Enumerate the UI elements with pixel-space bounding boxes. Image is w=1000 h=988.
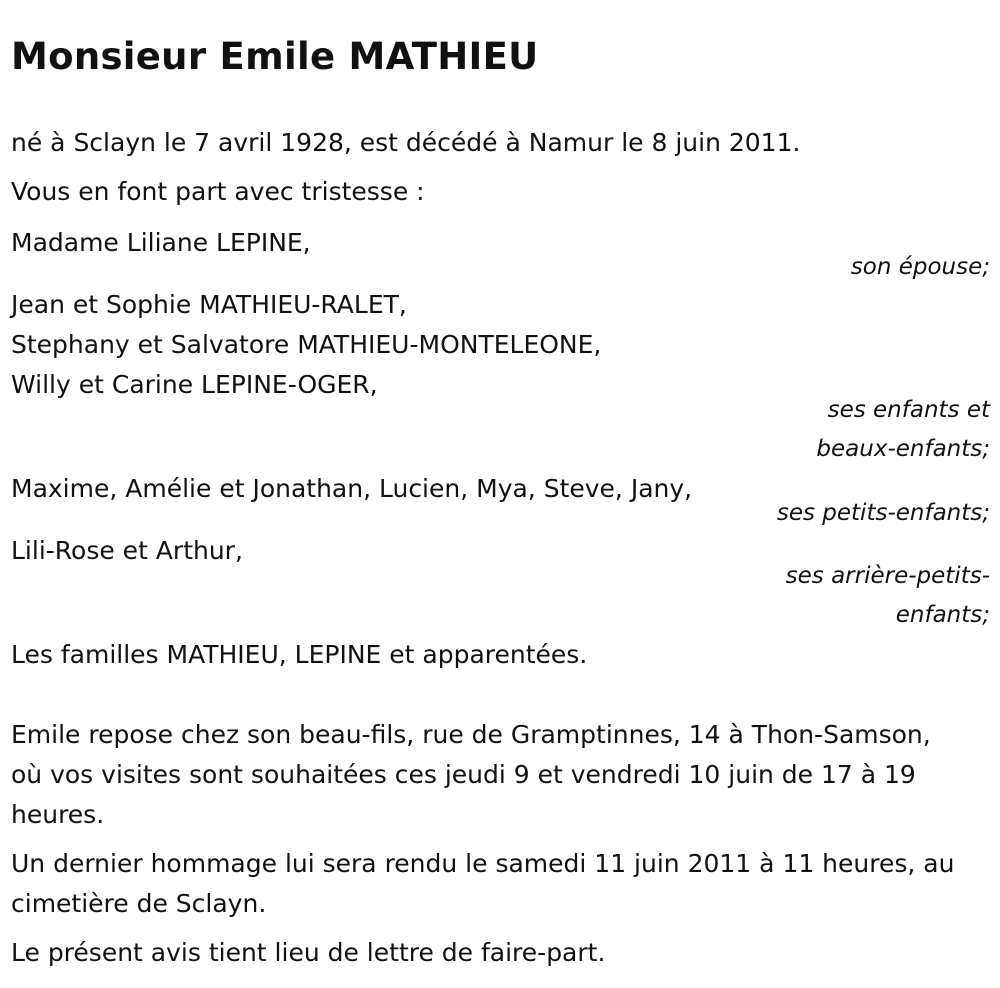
- tribute-line-2: cimetière de Sclayn.: [11, 889, 267, 918]
- rest-line-3: heures.: [11, 800, 105, 829]
- rest-line-2: où vos visites sont souhaitées ces jeudi 9 et vendredi 10 juin de 17 à 19: [11, 760, 916, 789]
- spouse-role: son épouse;: [850, 254, 990, 280]
- children-role-line-2: beaux-enfants;: [816, 436, 990, 462]
- great-grandchildren-role-line-2: enfants;: [895, 602, 990, 628]
- announcement-line: Vous en font part avec tristesse :: [11, 177, 425, 206]
- families-line: Les familles MATHIEU, LEPINE et apparentées.: [11, 640, 588, 669]
- spouse-name: Madame Liliane LEPINE,: [11, 228, 311, 257]
- child-line-3: Willy et Carine LEPINE-OGER,: [11, 370, 378, 399]
- birth-death-line: né à Sclayn le 7 avril 1928, est décédé à Namur le 8 juin 2011.: [11, 128, 801, 157]
- grandchildren-names: Maxime, Amélie et Jonathan, Lucien, Mya, Steve, Jany,: [11, 474, 693, 503]
- notice-line: Le présent avis tient lieu de lettre de faire-part.: [11, 938, 606, 967]
- children-role-line-1: ses enfants et: [827, 397, 990, 423]
- child-line-2: Stephany et Salvatore MATHIEU-MONTELEONE,: [11, 330, 602, 359]
- deceased-name-title: Monsieur Emile MATHIEU: [11, 35, 539, 78]
- great-grandchildren-names: Lili-Rose et Arthur,: [11, 536, 243, 565]
- tribute-line-1: Un dernier hommage lui sera rendu le samedi 11 juin 2011 à 11 heures, au: [11, 849, 955, 878]
- rest-line-1: Emile repose chez son beau-fils, rue de Gramptinnes, 14 à Thon-Samson,: [11, 720, 931, 749]
- grandchildren-role: ses petits-enfants;: [776, 500, 990, 526]
- child-line-1: Jean et Sophie MATHIEU-RALET,: [11, 290, 407, 319]
- great-grandchildren-role-line-1: ses arrière-petits-: [785, 563, 990, 589]
